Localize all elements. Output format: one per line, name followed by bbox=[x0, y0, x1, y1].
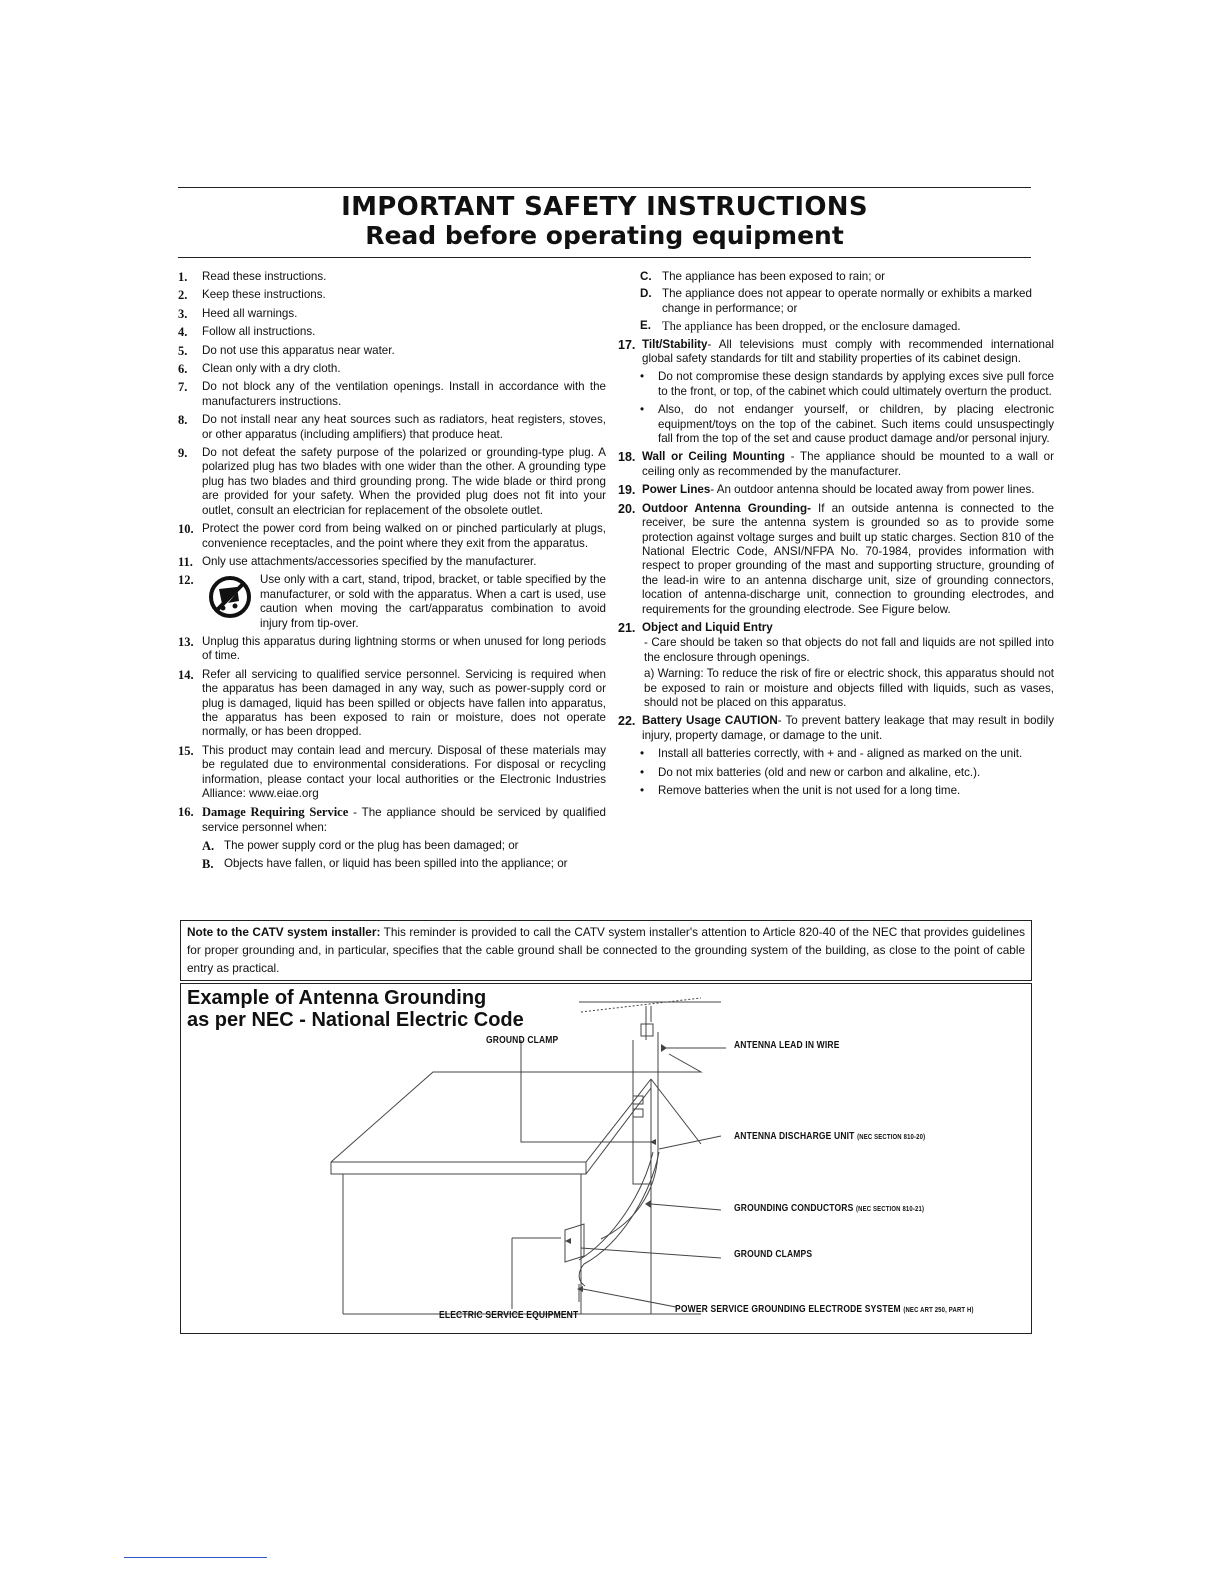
cart-tip-over-warning-icon bbox=[208, 575, 252, 619]
instruction-item: 5. Do not use this apparatus near water. bbox=[178, 343, 395, 358]
label-ground-clamps: GROUND CLAMPS bbox=[734, 1249, 813, 1260]
instruction-item-liquid-entry: 21. Object and Liquid Entry bbox=[618, 620, 773, 635]
battery-bullet: • Install all batteries correctly, with + and - aligned as marked on the unit. bbox=[640, 747, 1023, 761]
label-grounding-electrode-system: POWER SERVICE GROUNDING ELECTRODE SYSTEM (NEC ART 250, PART H) bbox=[675, 1304, 974, 1315]
right-column bbox=[618, 270, 1054, 802]
instruction-item: 11. Only use attachments/accessories specified by the manufacturer. bbox=[178, 554, 537, 569]
tilt-bullet: • Also, do not endanger yourself, or children, by placing electronic equipment/toys on the top of the cabinet. Such items could unsuspectingly fall from the top of the set and cause product damage and/or personal injury. bbox=[640, 403, 1054, 446]
battery-bullet: • Do not mix batteries (old and new or carbon and alkaline, etc.). bbox=[640, 765, 981, 779]
antenna-grounding-diagram bbox=[180, 983, 1032, 1334]
damage-sub-item: E. The appliance has been dropped, or the enclosure damaged. bbox=[640, 319, 961, 334]
instruction-item: 9. Do not defeat the safety purpose of the polarized or grounding-type plug. A polarized plug has two blades with one wider than the other. A grounding type plug has two blades and third grounding prong. The wide blade or third prong are provided for your safety. When the provided plug does not fit into your outlet, consult an electrician for replacement of the obsolete outlet. bbox=[178, 446, 606, 517]
damage-sub-item: A. The power supply cord or the plug has been damaged; or bbox=[202, 839, 519, 854]
label-electric-service-equipment: ELECTRIC SERVICE EQUIPMENT bbox=[439, 1310, 579, 1321]
damage-sub-item: C. The appliance has been exposed to rain; or bbox=[640, 270, 886, 283]
instruction-item: 14. Refer all servicing to qualified service personnel. Servicing is required when the apparatus has been damaged in any way, such as power-supply cord or plug is damaged, liquid has been spilled or objects have fallen into apparatus, the apparatus has been exposed to rain or moisture, does not operate normally, or has been dropped. bbox=[178, 667, 606, 739]
top-rule bbox=[178, 187, 1031, 188]
instruction-item: 6. Clean only with a dry cloth. bbox=[178, 362, 341, 377]
instruction-item-mounting: 18. Wall or Ceiling Mounting - The appliance should be mounted to a wall or ceiling only as recommended by the manufacturer. bbox=[618, 450, 1054, 478]
label-antenna-lead-in-wire: ANTENNA LEAD IN WIRE bbox=[734, 1040, 840, 1051]
catv-installer-note: Note to the CATV system installer: This reminder is provided to call the CATV system installer's attention to Article 820-40 of the NEC that provides guidelines for proper grounding and, in particular, specifies that the cable ground shall be connected to the grounding system of the building, as close to the point of cable entry as practical. bbox=[180, 920, 1032, 981]
instruction-item-damage: 16. Damage Requiring Service - The appliance should be serviced by qualified service personnel when: bbox=[178, 805, 607, 834]
instruction-item: 4. Follow all instructions. bbox=[178, 325, 316, 340]
diagram-subtitle: as per NEC - National Electric Code bbox=[187, 1009, 524, 1031]
instruction-item: 8. Do not install near any heat sources such as radiators, heat registers, stoves, or other apparatus (including amplifiers) that produce heat. bbox=[178, 413, 606, 441]
instruction-item: 10. Protect the power cord from being walked on or pinched particularly at plugs, convenience receptacles, and the point where they exit from the apparatus. bbox=[178, 522, 606, 550]
house-grounding-illustration bbox=[181, 984, 1031, 1333]
instruction-item-battery: 22. Battery Usage CAUTION- To prevent battery leakage that may result in bodily injury, property damage, or damage to the unit. bbox=[618, 714, 1054, 742]
label-grounding-conductors: GROUNDING CONDUCTORS (NEC SECTION 810-21) bbox=[734, 1203, 925, 1214]
footer-underline bbox=[124, 1557, 267, 1558]
diagram-title: Example of Antenna Grounding bbox=[187, 987, 487, 1009]
instruction-item: 2. Keep these instructions. bbox=[178, 288, 326, 303]
damage-sub-item: D. The appliance does not appear to operate normally or exhibits a marked change in performance; or bbox=[640, 287, 1032, 315]
battery-bullet: • Remove batteries when the unit is not used for a long time. bbox=[640, 784, 961, 797]
title-bottom-rule bbox=[178, 257, 1031, 258]
instruction-item: 13. Unplug this apparatus during lightning storms or when unused for long periods of time. bbox=[178, 634, 606, 663]
damage-sub-item: B. Objects have fallen, or liquid has been spilled into the appliance; or bbox=[202, 856, 568, 871]
liquid-entry-warning: a) Warning: To reduce the risk of fire or electric shock, this apparatus should not be exposed to rain or moisture and objects filled with liquids, such as vases, should not be placed on this apparatus. bbox=[644, 667, 1054, 709]
instruction-item: 3. Heed all warnings. bbox=[178, 306, 298, 321]
left-column bbox=[178, 270, 606, 874]
instruction-item: 7. Do not block any of the ventilation openings. Install in accordance with the manufacturers instructions. bbox=[178, 380, 606, 408]
instruction-item-antenna-grounding: 20. Outdoor Antenna Grounding- If an outside antenna is connected to the receiver, be sure the antenna system is grounded so as to provide some protection against voltage surges and built up static charges. Section 810 of the National Electric Code, ANSI/NFPA No. 70-1984, provides information with respect to proper grounding of the mast and supporting structure, grounding of the lead-in wire to an antenna discharge unit, size of grounding connectors, location of antenna-discharge unit, connection to grounding electrodes, and requirements for the grounding electrode. See Figure below. bbox=[618, 501, 1054, 616]
tilt-bullet: • Do not compromise these design standards by applying exces sive pull force to the front, or top, of the cabinet which could ultimately overturn the product. bbox=[640, 370, 1054, 398]
instruction-item-power-lines: 19. Power Lines- An outdoor antenna should be located away from power lines. bbox=[618, 483, 1035, 498]
page-title: IMPORTANT SAFETY INSTRUCTIONS bbox=[341, 192, 868, 222]
instruction-item: 1. Read these instructions. bbox=[178, 270, 327, 284]
instruction-item: 15. This product may contain lead and mercury. Disposal of these materials may be regulated due to environmental considerations. For disposal or recycling information, please contact your local authorities or the Electronic Industries Alliance: www.eiae.org bbox=[178, 743, 606, 800]
label-antenna-discharge-unit: ANTENNA DISCHARGE UNIT (NEC SECTION 810-20) bbox=[734, 1131, 926, 1142]
instruction-item-cart: 12. Use only with a cart, stand, tripod, bracket, or table specified by the manufacturer, or sold with the apparatus. When a cart is used, use caution when moving the cart/apparatus combination to avoid injury from tip-over. bbox=[178, 573, 606, 630]
page-subtitle: Read before operating equipment bbox=[365, 221, 844, 250]
instruction-item-tilt: 17. Tilt/Stability- All televisions must comply with recommended international global safety standards for tilt and stability properties of its cabinet design. bbox=[618, 337, 1054, 366]
liquid-entry-care: - Care should be taken so that objects do not fall and liquids are not spilled into the enclosure through openings. bbox=[644, 636, 1054, 664]
label-ground-clamp: GROUND CLAMP bbox=[486, 1035, 559, 1046]
